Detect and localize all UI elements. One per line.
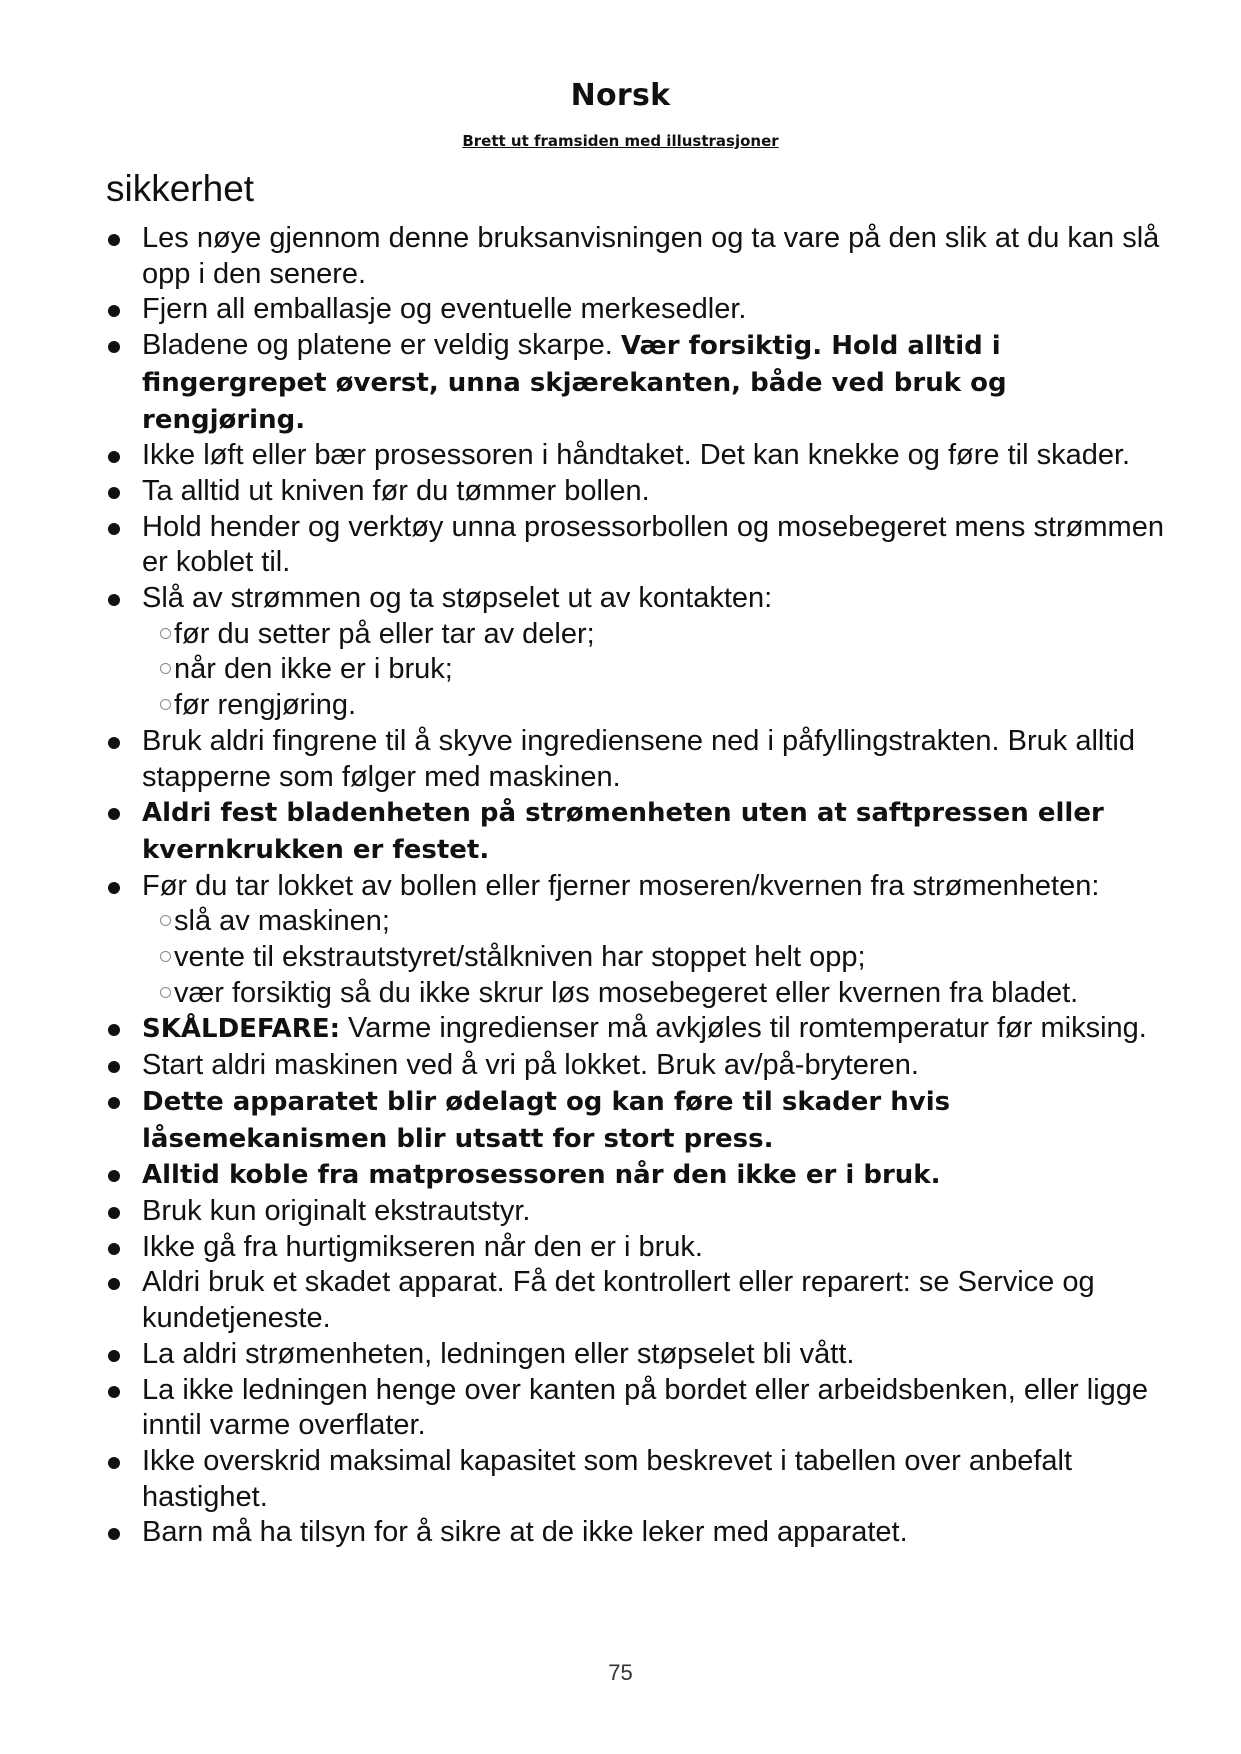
sub-item-text: før du setter på eller tar av deler; bbox=[174, 617, 595, 650]
sub-list-item bbox=[142, 904, 1166, 940]
sub-item-text: før rengjøring. bbox=[174, 689, 357, 722]
bullet-icon bbox=[108, 305, 120, 317]
bullet-icon bbox=[108, 1457, 120, 1469]
item-text: Barn må ha tilsyn for å sikre at de ikke leker med apparatet. bbox=[142, 1516, 908, 1549]
item-text: Start aldri maskinen ved å vri på lokket. Bruk av/på-bryteren. bbox=[142, 1049, 919, 1082]
list-item bbox=[106, 1373, 1166, 1444]
bullet-icon bbox=[108, 341, 120, 353]
page-title: Norsk bbox=[570, 78, 671, 113]
item-text: La ikke ledningen henge over kanten på bordet eller arbeidsbenken, eller ligge inntil varme overflater. bbox=[142, 1373, 1149, 1442]
circle-bullet-icon bbox=[160, 987, 171, 998]
list-item bbox=[106, 328, 1166, 438]
item-text: Aldri bruk et skadet apparat. Få det kontrollert eller reparert: se Service og kundetjeneste. bbox=[142, 1266, 1095, 1335]
sub-list-item bbox=[142, 617, 1166, 653]
bullet-icon bbox=[108, 882, 120, 894]
page-number: 75 bbox=[608, 1660, 633, 1685]
safety-list bbox=[106, 221, 1166, 1551]
item-text: Les nøye gjennom denne bruksanvisningen og ta vare på den slik at du kan slå opp i den senere. bbox=[142, 222, 1160, 290]
list-item bbox=[106, 1194, 1166, 1230]
bullet-icon bbox=[108, 523, 120, 535]
list-item bbox=[106, 1048, 1166, 1084]
item-bold-text: Dette apparatet blir ødelagt og kan føre til skader hvis låsemekanismen blir utsatt for stort press. bbox=[142, 1086, 951, 1154]
circle-bullet-icon bbox=[160, 951, 171, 962]
bullet-icon bbox=[108, 487, 120, 499]
list-item bbox=[106, 221, 1166, 292]
circle-bullet-icon bbox=[160, 915, 171, 926]
list-item bbox=[106, 1230, 1166, 1266]
item-text: Ta alltid ut kniven før du tømmer bollen. bbox=[142, 474, 650, 507]
section-heading: sikkerhet bbox=[106, 168, 255, 209]
sub-item-text: vær forsiktig så du ikke skrur løs mosebegeret eller kvernen fra bladet. bbox=[174, 976, 1079, 1009]
item-text: Ikke overskrid maksimal kapasitet som beskrevet i tabellen over anbefalt hastighet. bbox=[142, 1444, 1073, 1513]
item-text: La aldri strømenheten, ledningen eller støpselet bli vått. bbox=[142, 1337, 855, 1370]
fold-out-instruction: Brett ut framsiden med illustrasjoner bbox=[462, 132, 779, 150]
item-text: Bruk aldri fingrene til å skyve ingrediensene ned i påfyllingstrakten. Bruk alltid stapperne som følger med maskinen. bbox=[142, 724, 1135, 793]
bullet-icon bbox=[108, 1207, 120, 1219]
bullet-icon bbox=[108, 1386, 120, 1398]
list-item bbox=[106, 795, 1166, 868]
item-text: Slå av strømmen og ta støpselet ut av kontakten: bbox=[142, 582, 773, 615]
item-bold-lead: SKÅLDEFARE: bbox=[142, 1014, 340, 1045]
bullet-icon bbox=[108, 594, 120, 606]
bullet-icon bbox=[108, 1061, 120, 1073]
sub-item-text: vente til ekstrautstyret/stålkniven har stoppet helt opp; bbox=[174, 941, 866, 974]
bullet-icon bbox=[108, 1278, 120, 1290]
bullet-icon bbox=[108, 1170, 120, 1182]
item-text: Før du tar lokket av bollen eller fjerner moseren/kvernen fra strømenheten: bbox=[142, 869, 1100, 902]
list-item bbox=[106, 1157, 1166, 1194]
item-text: Ikke gå fra hurtigmikseren når den er i bruk. bbox=[142, 1230, 703, 1263]
list-item bbox=[106, 510, 1166, 581]
item-bold-text: Alltid koble fra matprosessoren når den ikke er i bruk. bbox=[142, 1160, 941, 1191]
sub-item-text: slå av maskinen; bbox=[174, 905, 390, 938]
bullet-icon bbox=[108, 1350, 120, 1362]
list-item bbox=[106, 581, 1166, 724]
list-item bbox=[106, 1011, 1166, 1048]
item-text: Bruk kun originalt ekstrautstyr. bbox=[142, 1194, 531, 1227]
item-text: Fjern all emballasje og eventuelle merkesedler. bbox=[142, 293, 747, 326]
bullet-icon bbox=[108, 451, 120, 463]
bullet-icon bbox=[108, 737, 120, 749]
bullet-icon bbox=[108, 1097, 120, 1109]
sub-item-text: når den ikke er i bruk; bbox=[174, 653, 453, 686]
sub-list-item bbox=[142, 652, 1166, 688]
bullet-icon bbox=[108, 234, 120, 246]
sub-list-item bbox=[142, 940, 1166, 976]
list-item bbox=[106, 474, 1166, 510]
item-text: Bladene og platene er veldig skarpe. bbox=[142, 329, 621, 362]
list-item bbox=[106, 1444, 1166, 1515]
bullet-icon bbox=[108, 1243, 120, 1255]
list-item bbox=[106, 1515, 1166, 1551]
circle-bullet-icon bbox=[160, 663, 171, 674]
item-text: Ikke løft eller bær prosessoren i håndtaket. Det kan knekke og føre til skader. bbox=[142, 439, 1131, 472]
item-bold-text: Aldri fest bladenheten på strømenheten uten at saftpressen eller kvernkrukken er festet. bbox=[142, 798, 1104, 865]
circle-bullet-icon bbox=[160, 699, 171, 710]
sub-list-item bbox=[142, 976, 1166, 1012]
list-item bbox=[106, 438, 1166, 474]
bullet-icon bbox=[108, 1024, 120, 1036]
item-text: Hold hender og verktøy unna prosessorbollen og mosebegeret mens strømmen er koblet til. bbox=[142, 510, 1164, 579]
list-item bbox=[106, 1265, 1166, 1336]
list-item bbox=[106, 724, 1166, 795]
list-item bbox=[106, 1337, 1166, 1373]
list-item bbox=[106, 292, 1166, 328]
bullet-icon bbox=[108, 1528, 120, 1540]
item-bold-text: Vær forsiktig. Hold alltid i fingergrepet øverst, unna skjærekanten, både ved bruk og rengjøring. bbox=[142, 331, 1007, 435]
bullet-icon bbox=[108, 808, 120, 820]
circle-bullet-icon bbox=[160, 628, 171, 639]
item-text: Varme ingredienser må avkjøles til romtemperatur før miksing. bbox=[339, 1012, 1147, 1045]
list-item bbox=[106, 1084, 1166, 1157]
sub-list-item bbox=[142, 688, 1166, 724]
list-item bbox=[106, 869, 1166, 1012]
